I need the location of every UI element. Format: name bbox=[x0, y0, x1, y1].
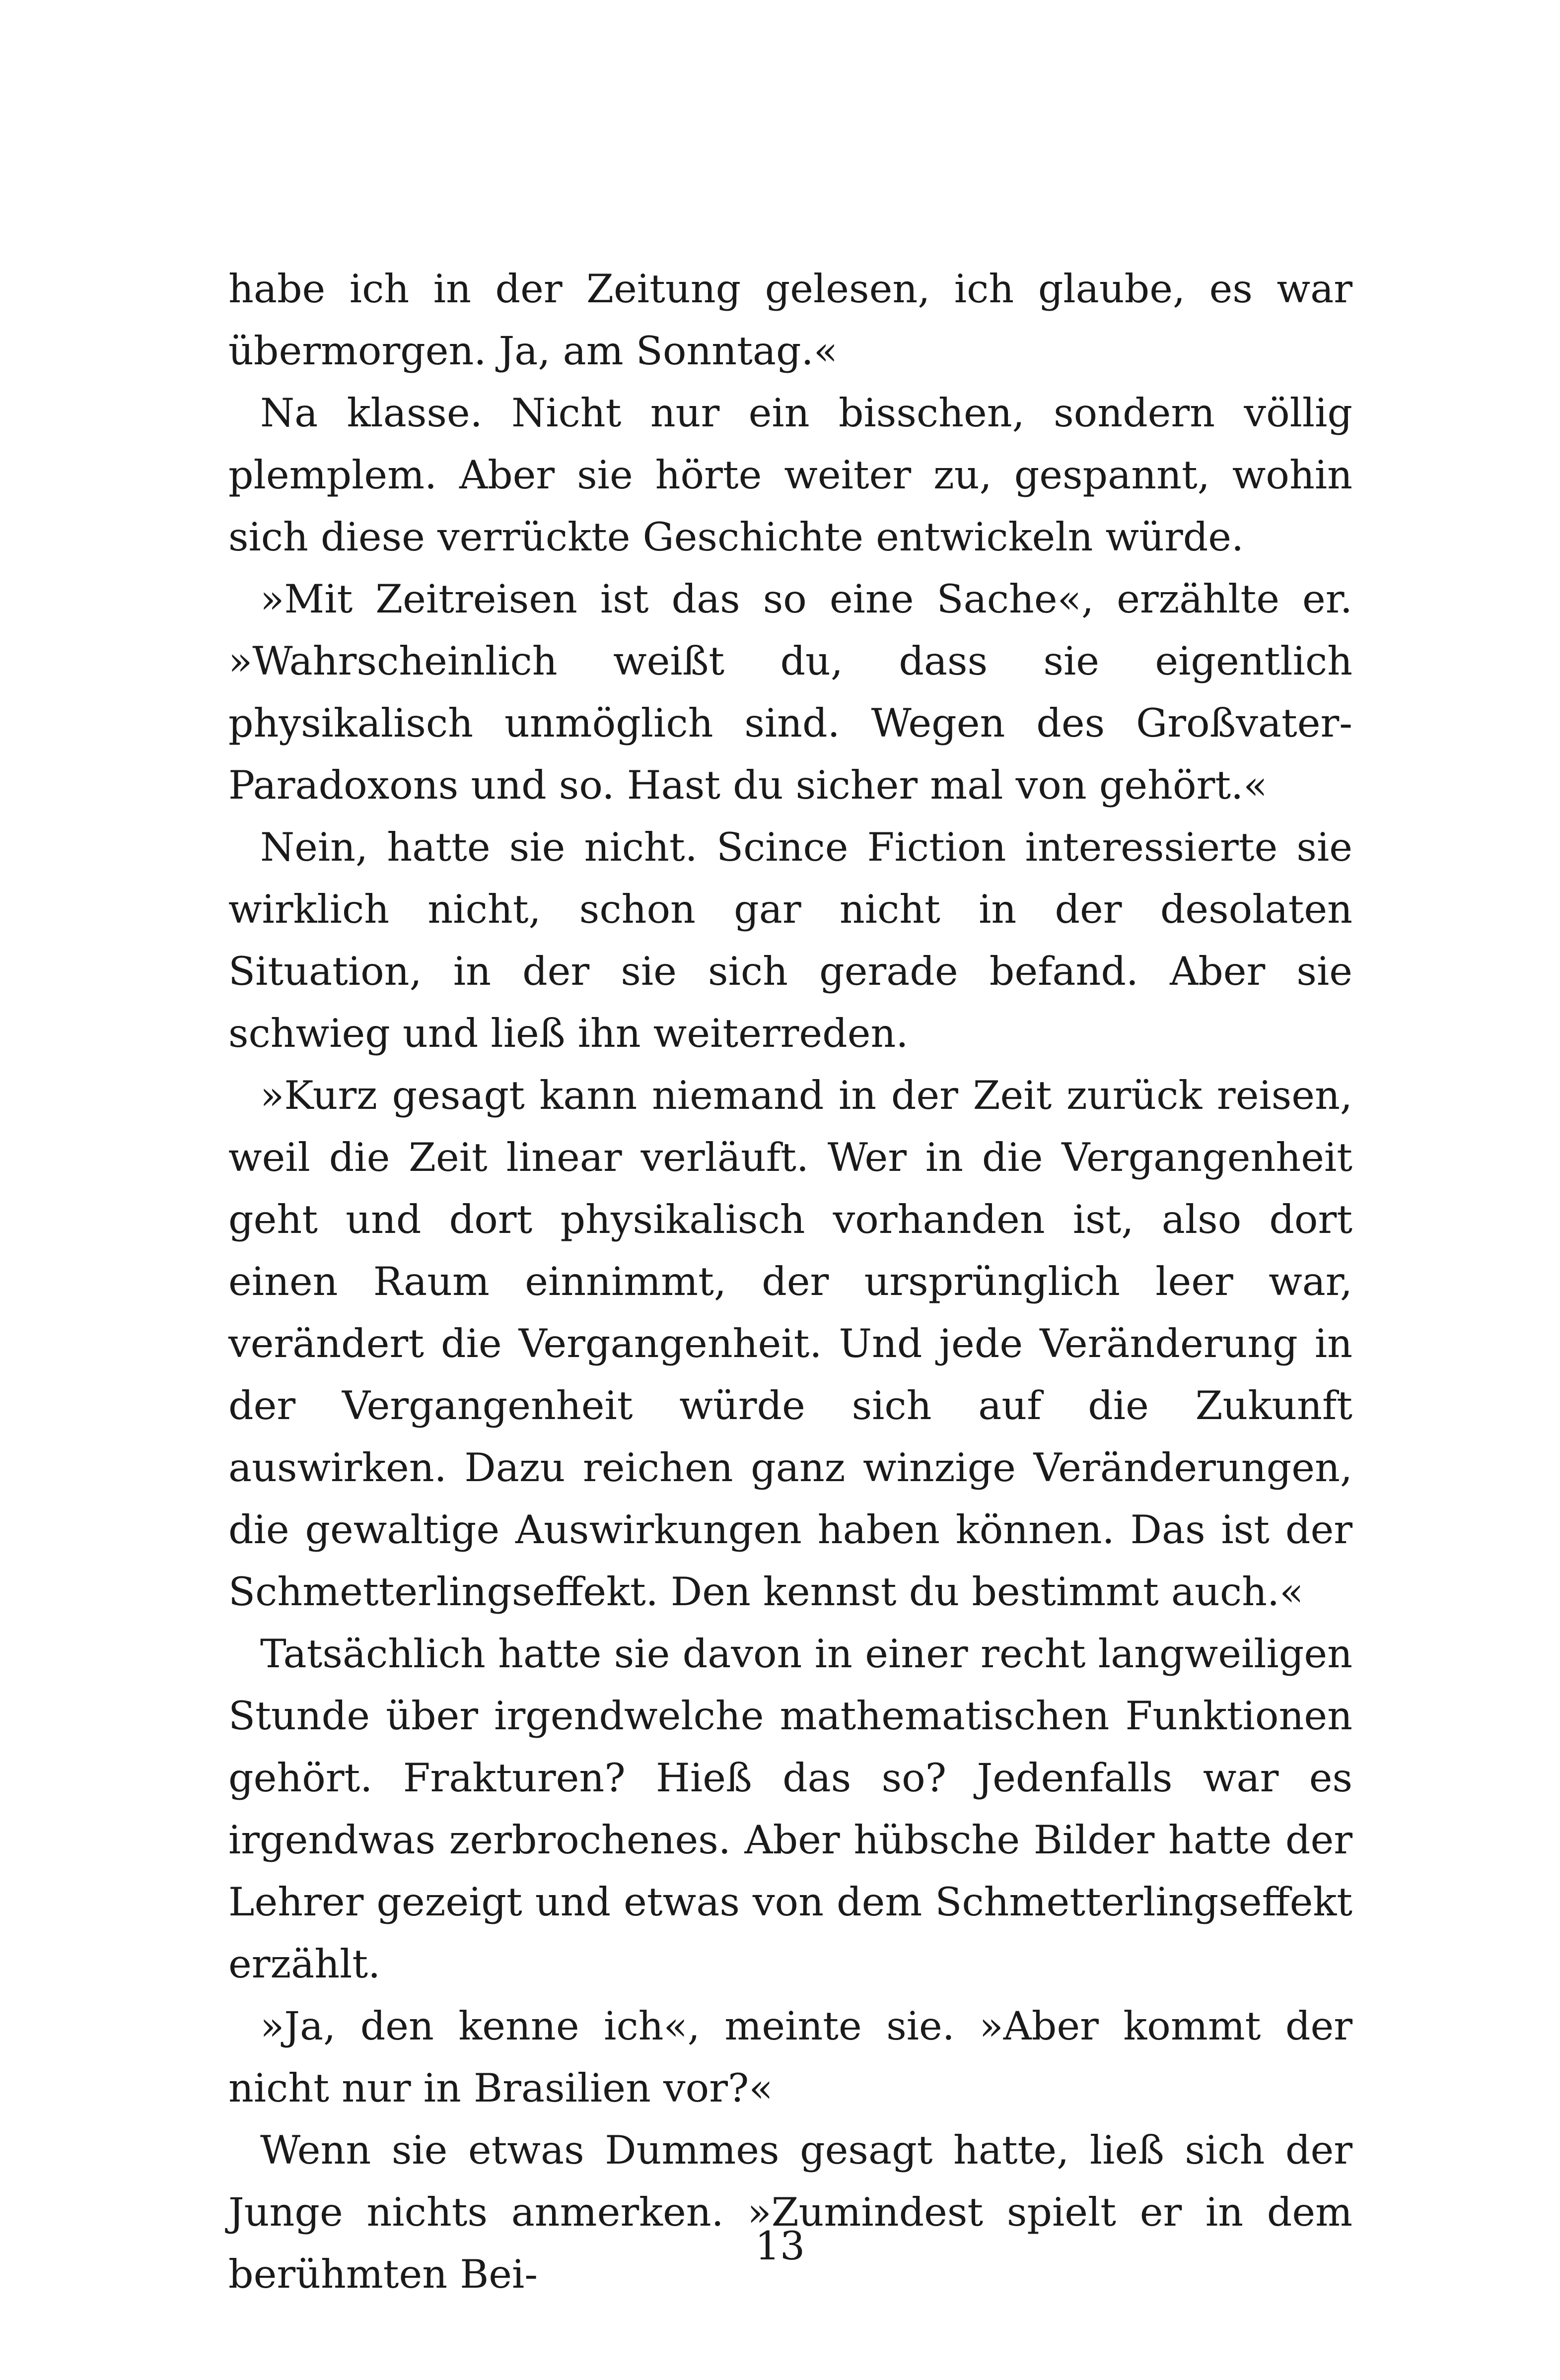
paragraph-1: habe ich in der Zeitung gelesen, ich glaube, es war übermorgen. Ja, am Sonntag.« bbox=[228, 266, 1352, 374]
paragraph-5: »Kurz gesagt kann niemand in der Zeit zurück reisen, weil die Zeit linear verläuft. Wer in die Vergangenheit geht und dort physikalisch vorhanden ist, also dort einen Raum einnimmt, der ursprünglich leer war, verändert die Vergangenheit. Und jede Veränderung in der Vergangenheit würde sich auf die Zukunft auswirken. Dazu reichen ganz winzige Veränderungen, die gewaltige Auswirkungen haben können. Das ist der Schmetterlingseffekt. Den kennst du bestimmt auch.« bbox=[228, 1073, 1352, 1615]
paragraph-2: Na klasse. Nicht nur ein bisschen, sondern völlig plemplem. Aber sie hörte weiter zu, gespannt, wohin sich diese verrückte Geschichte entwickeln würde. bbox=[228, 390, 1352, 560]
page-number: 13 bbox=[755, 2223, 805, 2269]
paragraph-8: Wenn sie etwas Dummes gesagt hatte, ließ sich der Junge nichts anmerken. »Zumindest spielt er in dem berühmten Bei- bbox=[228, 2127, 1352, 2297]
body-text bbox=[228, 258, 1352, 2306]
paragraph-4: Nein, hatte sie nicht. Scince Fiction interessierte sie wirklich nicht, schon gar nicht in der desolaten Situation, in der sie sich gerade befand. Aber sie schwieg und ließ ihn weiterreden. bbox=[228, 824, 1352, 1056]
paragraph-3: »Mit Zeitreisen ist das so eine Sache«, erzählte er. »Wahrscheinlich weißt du, dass sie eigentlich physikalisch unmöglich sind. Wegen des Großvater-Paradoxons und so. Hast du sicher mal von gehört.« bbox=[228, 576, 1352, 808]
paragraph-6: Tatsächlich hatte sie davon in einer recht langweiligen Stunde über irgendwelche mathematischen Funktionen gehört. Frakturen? Hieß das so? Jedenfalls war es irgendwas zerbrochenes. Aber hübsche Bilder hatte der Lehrer gezeigt und etwas von dem Schmetterlingseffekt erzählt. bbox=[228, 1631, 1352, 1987]
paragraph-7: »Ja, den kenne ich«, meinte sie. »Aber kommt der nicht nur in Brasilien vor?« bbox=[228, 2003, 1352, 2111]
